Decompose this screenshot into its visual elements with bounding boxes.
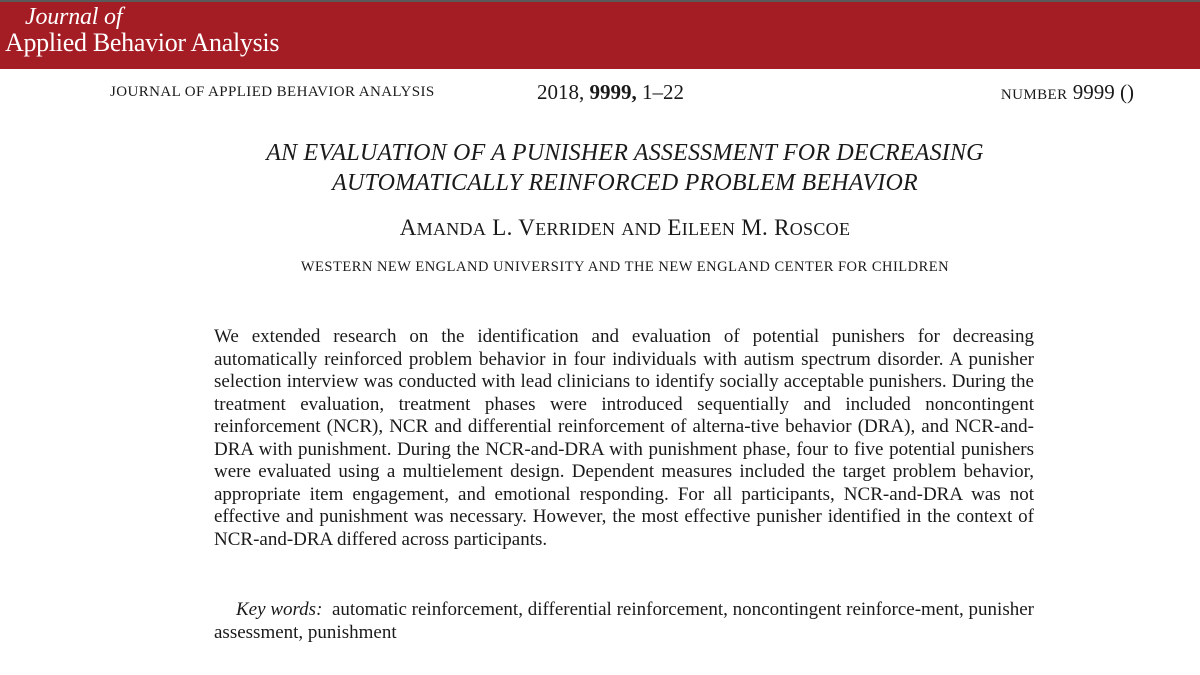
- author-1-first-rest: MANDA: [416, 219, 487, 239]
- author-2-middle-surname-initial: M. R: [741, 215, 790, 240]
- journal-logo[interactable]: [5, 5, 279, 56]
- abstract-text: We extended research on the identification and evaluation of potential punishers for decreasing automatically reinforced problem behavior in four individuals with autism spectrum disorder. A punisher selection interview was conducted with lead clinicians to identify socially acceptable punishers. During the treatment evaluation, treatment phases were introduced sequentially and included noncontingent reinforcement (NCR), NCR and differential reinforcement of alterna-tive behavior (DRA), and NCR-and-DRA with punishment. During the NCR-and-DRA with punishment phase, four to five potential punishers were evaluated using a multielement design. Dependent measures included the target problem behavior, appropriate item engagement, and emotional responding. For all participants, NCR-and-DRA was not effective and punishment was necessary. However, the most effective punisher identified in the context of NCR-and-DRA differed across participants.: [214, 326, 1034, 550]
- author-2-first-initial: E: [667, 215, 682, 240]
- number-value: 9999 (): [1072, 80, 1134, 104]
- author-1-middle-surname-initial: L. V: [492, 215, 536, 240]
- running-head-number: [1001, 80, 1134, 105]
- article-title: [0, 138, 1200, 198]
- author-2[interactable]: [667, 215, 850, 240]
- authors-joiner: AND: [621, 219, 662, 239]
- title-line-1: AN EVALUATION OF A PUNISHER ASSESSMENT FOR DECREASING: [266, 140, 984, 166]
- number-label: NUMBER: [1000, 87, 1068, 103]
- author-affiliation: WESTERN NEW ENGLAND UNIVERSITY AND THE NEW ENGLAND CENTER FOR CHILDREN: [300, 259, 950, 275]
- keywords-label: Key words:: [236, 599, 323, 620]
- author-2-first-rest: ILEEN: [681, 219, 736, 239]
- author-1-surname-rest: ERRIDEN: [535, 219, 616, 239]
- logo-line-journal-name: Applied Behavior Analysis: [5, 28, 280, 57]
- title-line-2: AUTOMATICALLY REINFORCED PROBLEM BEHAVIOR: [332, 170, 918, 196]
- keywords-list: automatic reinforcement, differential reinforcement, noncontingent reinforce-ment, punisher assessment, punishment: [214, 599, 1034, 643]
- logo-line-journal-of: Journal of: [25, 4, 123, 30]
- journal-banner: [0, 0, 1200, 69]
- author-1-first-initial: A: [399, 215, 417, 240]
- citation-volume: 9999,: [589, 80, 637, 104]
- article-authors: [0, 215, 1200, 241]
- keywords: [214, 599, 1034, 644]
- citation-year: 2018,: [537, 80, 585, 104]
- citation-pages: 1–22: [642, 80, 684, 104]
- author-1[interactable]: [400, 215, 616, 240]
- author-2-surname-rest: OSCOE: [789, 219, 851, 239]
- running-head: [0, 80, 1200, 108]
- running-head-journal: JOURNAL OF APPLIED BEHAVIOR ANALYSIS: [110, 84, 435, 100]
- running-head-citation: [537, 80, 684, 105]
